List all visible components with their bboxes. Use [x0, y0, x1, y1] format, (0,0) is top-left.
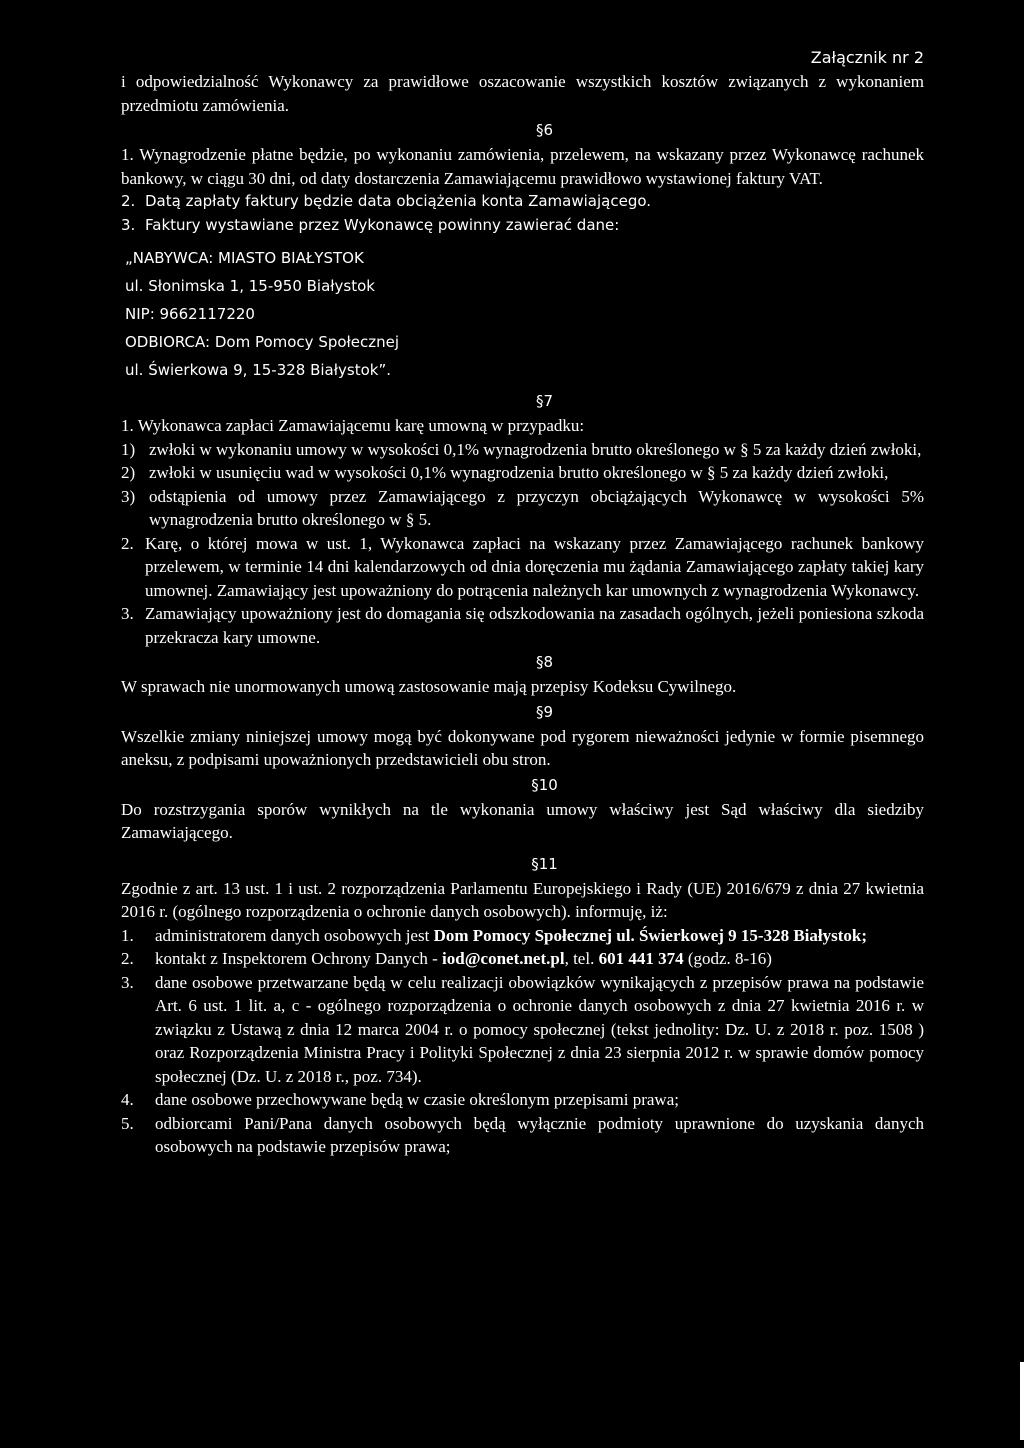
s7-item-1-text: zwłoki w wykonaniu umowy w wysokości 0,1% wynagrodzenia brutto określonego w § 5 za każdy dzień zwłoki,	[149, 439, 922, 459]
s8-text: W sprawach nie unormowanych umową zastosowanie mają przepisy Kodeksu Cywilnego.	[121, 677, 737, 696]
s6-point-2-text: Datą zapłaty faktury będzie data obciążenia konta Zamawiającego.	[145, 192, 652, 210]
section-8-heading: §8	[535, 653, 554, 671]
s11-item-4-text: dane osobowe przechowywane będą w czasie określonym przepisami prawa;	[155, 1090, 679, 1109]
s7-point-3-text: Zamawiający upoważniony jest do domagania się odszkodowania na zasadach ogólnych, jeżeli poniesiona szkoda przekracza kary umowne.	[145, 604, 924, 647]
s7-item-2-text: zwłoki w usunięciu wad w wysokości 0,1% wynagrodzenia brutto określonego w § 5 za każdy dzień zwłoki,	[149, 463, 889, 482]
addr-buyer: „NABYWCA: MIASTO BIAŁYSTOK	[125, 249, 364, 267]
s11-item-5	[121, 1112, 924, 1159]
s11-intro: Zgodnie z art. 13 ust. 1 i ust. 2 rozporządzenia Parlamentu Europejskiego i Rady (UE) 2016/679 z dnia 27 kwietnia 2016 r. (ogólnego rozporządzenia o ochronie danych osobowych). informuję, iż:	[121, 878, 924, 921]
addr-buyer-street: ul. Słonimska 1, 15-950 Białystok	[125, 277, 375, 295]
s11-item-2-post: (godz. 8-16)	[683, 949, 772, 968]
s7-item-2	[121, 461, 924, 485]
s7-point-3	[121, 602, 924, 649]
s7-item-1-number: 1)	[121, 439, 136, 459]
scan-edge-mark	[1020, 1362, 1024, 1440]
s7-point-3-number: 3.	[121, 604, 134, 623]
s10-text: Do rozstrzygania sporów wynikłych na tle wykonania umowy właściwy jest Sąd właściwy dla siedziby Zamawiającego.	[121, 799, 924, 842]
dpo-email: iod@conet.net.pl	[442, 949, 565, 968]
s6-point-2-number: 2.	[121, 192, 136, 210]
dpo-phone: 601 441 374	[598, 949, 684, 968]
s7-item-3-number: 3)	[121, 486, 136, 506]
s6-point-2	[121, 190, 924, 214]
s6-point-3	[121, 214, 924, 238]
s11-item-1-text	[155, 924, 924, 948]
section-10-heading: §10	[531, 775, 558, 794]
s11-item-1-bold: Dom Pomocy Społecznej ul. Świerkowej 9 15-328 Białystok;	[433, 925, 868, 945]
s11-item-2-mid: , tel.	[564, 949, 599, 968]
s9-text: Wszelkie zmiany niniejszej umowy mogą być dokonywane pod rygorem nieważności jedynie w formie pisemnego aneksu, z podpisami upoważnionych przedstawicieli obu stron.	[121, 726, 924, 769]
addr-recipient-street: ul. Świerkowa 9, 15-328 Białystok”.	[125, 361, 391, 379]
intro-paragraph: i odpowiedzialność Wykonawcy za prawidłowe oszacowanie wszystkich kosztów związanych z wykonaniem przedmiotu zamówienia.	[121, 72, 924, 115]
s11-item-2-pre: kontakt z Inspektorem Ochrony Danych -	[155, 949, 443, 968]
s11-item-4	[121, 1088, 924, 1112]
s7-point-2	[121, 532, 924, 603]
s11-item-2-text	[155, 947, 924, 971]
section-6-heading: §6	[535, 121, 554, 139]
addr-nip: NIP: 9662117220	[125, 305, 255, 323]
annex-label: Załącznik nr 2	[810, 48, 924, 67]
s11-item-3-number: 3.	[121, 972, 134, 992]
s11-item-1-pre: administratorem danych osobowych jest	[155, 925, 434, 945]
section-11-heading: §11	[531, 854, 558, 873]
s7-item-1	[121, 438, 924, 462]
addr-recipient: ODBIORCA: Dom Pomocy Społecznej	[125, 333, 400, 351]
s7-point-1: 1. Wykonawca zapłaci Zamawiającemu karę umowną w przypadku:	[121, 416, 585, 435]
s11-item-4-number: 4.	[121, 1090, 134, 1109]
s7-item-3	[121, 485, 924, 532]
s11-item-3-text: dane osobowe przetwarzane będą w celu realizacji obowiązków wynikających z przepisów prawa na podstawie Art. 6 ust. 1 lit. a, c - ogólnego rozporządzenia o ochronie danych osobowych z dnia 27 kwietnia 2016 r. w związku z Ustawą z dnia 12 marca 2004 r. o pomocy społecznej (tekst jednolity: Dz. U. z 2018 r. poz. 1508 ) oraz Rozporządzenia Ministra Pracy i Polityki Społecznej z dnia 23 sierpnia 2012 r. w sprawie domów pomocy społecznej (Dz. U. z 2018 r., poz. 734).	[155, 972, 924, 1086]
s6-point-3-number: 3.	[121, 215, 136, 234]
section-9-heading: §9	[535, 702, 554, 721]
invoice-address-block	[121, 246, 924, 382]
s11-item-1-number: 1.	[121, 925, 134, 945]
section-7-heading: §7	[535, 392, 554, 410]
s7-item-3-text: odstąpienia od umowy przez Zamawiającego z przyczyn obciążających Wykonawcę w wysokości 5% wynagrodzenia brutto określonego w § 5.	[149, 486, 924, 529]
s11-item-3	[121, 971, 924, 1089]
s7-point-2-text: Karę, o której mowa w ust. 1, Wykonawca zapłaci na wskazany przez Zamawiającego rachunek bankowy przelewem, w terminie 14 dni kalendarzowych od dnia doręczenia mu żądania Zamawiającego zapłaty takiej kary umownej. Zamawiający jest upoważniony do potrącenia należnych kar umownych z wynagrodzenia Wykonawcy.	[145, 533, 924, 600]
s11-item-1	[121, 924, 924, 948]
s11-item-5-text: odbiorcami Pani/Pana danych osobowych będą wyłącznie podmioty uprawnione do uzyskania danych osobowych na podstawie przepisów prawa;	[155, 1113, 924, 1156]
s11-item-2-number: 2.	[121, 949, 134, 968]
s6-point-1: 1. Wynagrodzenie płatne będzie, po wykonaniu zamówienia, przelewem, na wskazany przez Wykonawcę rachunek bankowy, w ciągu 30 dni, od daty dostarczenia Zamawiającemu prawidłowo wystawionej faktury VAT.	[121, 145, 924, 188]
s11-item-5-number: 5.	[121, 1113, 134, 1133]
s11-item-2	[121, 947, 924, 971]
s6-point-3-text: Faktury wystawiane przez Wykonawcę powinny zawierać dane:	[145, 215, 620, 234]
s7-item-2-number: 2)	[121, 463, 136, 482]
document-body	[121, 70, 924, 1159]
s7-point-2-number: 2.	[121, 533, 134, 553]
